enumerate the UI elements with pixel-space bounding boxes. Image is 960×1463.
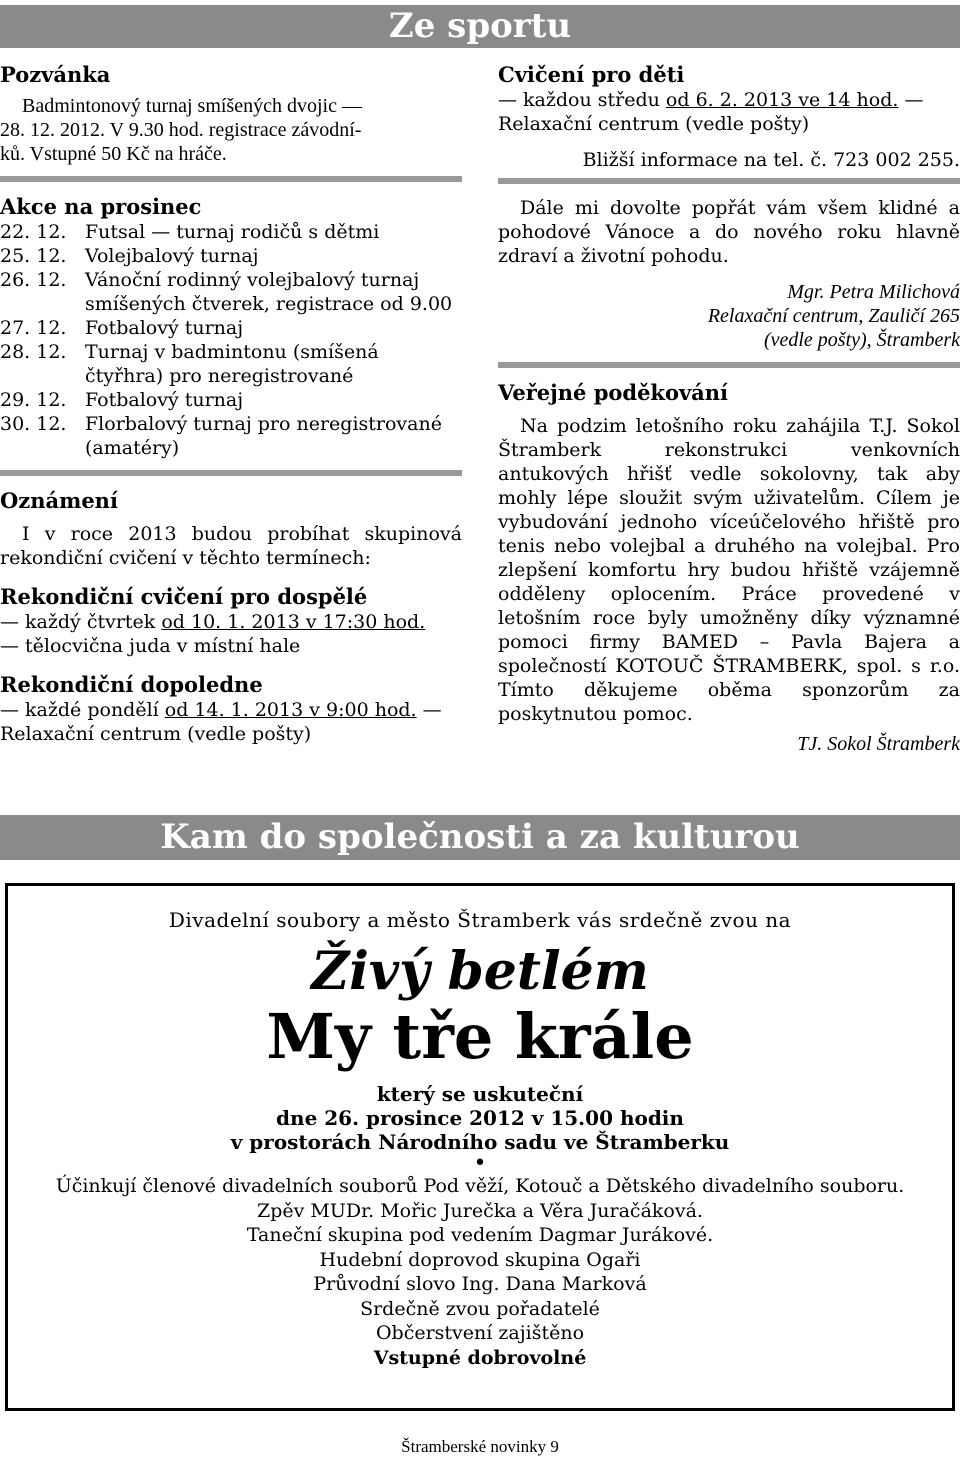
- dospele-date: od 10. 1. 2013 v 17:30 hod.: [161, 611, 426, 633]
- bullet-separator: •: [473, 1151, 487, 1176]
- pozvanka-line-1: Badmintonový turnaj smíšených dvojic —: [22, 95, 362, 117]
- credit-line: Zpěv MUDr. Mořic Jurečka a Věra Juračáková.: [257, 1199, 703, 1222]
- credit-line: Průvodní slovo Ing. Dana Marková: [313, 1273, 647, 1295]
- entry-note: Vstupné dobrovolné: [373, 1346, 587, 1369]
- divider: [498, 178, 960, 184]
- item-text: Vánoční rodinný volejbalový turnaj smíšených čtverek, registrace od 9.00: [85, 269, 453, 315]
- deti-suffix: —: [898, 89, 924, 111]
- pozvanka-heading: Pozvánka: [0, 62, 111, 87]
- dopoledne-prefix: — každé pondělí: [0, 699, 165, 721]
- dopoledne-line-2: Relaxační centrum (vedle pošty): [0, 723, 312, 745]
- event-when-1: který se uskuteční: [376, 1082, 584, 1106]
- right-column: [498, 62, 960, 756]
- item-text: Fotbalový turnaj: [85, 389, 244, 411]
- deti-info: Bližší informace na tel. č. 723 002 255.: [582, 149, 960, 171]
- dospele-line-1: [0, 610, 462, 634]
- item-date: 29. 12.: [0, 389, 67, 411]
- item-date: 25. 12.: [0, 245, 67, 267]
- item-text: Turnaj v badmintonu (smíšená čtyřhra) pro neregistrované: [85, 341, 379, 387]
- culture-section-banner: Kam do společnosti a za kulturou: [0, 815, 960, 860]
- wish-text: Dále mi dovolte popřát vám všem klidné a pohodové Vánoce a do nového roku hlavně zdraví a životní pohodu.: [498, 197, 960, 267]
- list-item: [0, 412, 462, 460]
- list-item: [0, 316, 462, 340]
- left-column: [0, 62, 462, 746]
- divider: [0, 470, 462, 476]
- credit-line: Taneční skupina pod vedením Dagmar Jurákové.: [246, 1224, 714, 1246]
- deti-line-2: Relaxační centrum (vedle pošty): [498, 113, 810, 135]
- akce-heading: Akce na prosinec: [0, 194, 202, 219]
- pozvanka-line-3: ků. Vstupné 50 Kč na hráče.: [0, 143, 227, 165]
- list-item: [0, 220, 462, 244]
- item-text: Fotbalový turnaj: [85, 317, 244, 339]
- event-subtitle: My tře krále: [266, 1000, 694, 1073]
- list-item: [0, 388, 462, 412]
- signature-name: Mgr. Petra Milichová: [787, 281, 960, 303]
- deti-heading: Cvičení pro děti: [498, 62, 685, 87]
- podekovani-heading: Veřejné poděkování: [498, 380, 729, 405]
- dopoledne-date: od 14. 1. 2013 v 9:00 hod.: [164, 699, 417, 721]
- item-date: 30. 12.: [0, 413, 67, 435]
- oznameni-text: I v roce 2013 budou probíhat skupinová rekondiční cvičení v těchto termínech:: [0, 523, 462, 569]
- item-date: 22. 12.: [0, 221, 67, 243]
- event-title: Živý betlém: [311, 941, 649, 1002]
- list-item: [0, 244, 462, 268]
- item-date: 28. 12.: [0, 341, 67, 363]
- akce-list: [0, 220, 462, 460]
- credit-line: Účinkují členové divadelních souborů Pod věží, Kotouč a Dětského divadelního souboru.: [55, 1175, 905, 1197]
- signature-place-1: Relaxační centrum, Zauličí 265: [707, 305, 960, 327]
- credit-line: Občerstvení zajištěno: [375, 1322, 585, 1344]
- invitation-intro: Divadelní soubory a město Štramberk vás srdečně zvou na: [168, 908, 792, 932]
- dopoledne-line-1: [0, 698, 462, 722]
- deti-line-1: [498, 88, 960, 112]
- page-footer: Štramberské novinky 9: [401, 1437, 559, 1456]
- divider: [0, 176, 462, 182]
- list-item: [0, 268, 462, 316]
- dospele-heading: Rekondiční cvičení pro dospělé: [0, 584, 368, 609]
- event-when-2: dne 26. prosince 2012 v 15.00 hodin: [276, 1106, 684, 1130]
- podekovani-signature: TJ. Sokol Štramberk: [797, 733, 960, 755]
- dospele-prefix: — každý čtvrtek: [0, 611, 162, 633]
- item-date: 26. 12.: [0, 269, 67, 291]
- item-text: Volejbalový turnaj: [85, 245, 259, 267]
- dopoledne-heading: Rekondiční dopoledne: [0, 672, 263, 697]
- deti-date: od 6. 2. 2013 ve 14 hod.: [665, 89, 899, 111]
- signature-place-2: (vedle pošty), Štramberk: [763, 329, 960, 351]
- dopoledne-suffix: —: [416, 699, 442, 721]
- podekovani-text: Na podzim letošního roku zahájila T.J. Sokol Štramberk rekonstrukci venkovních antukových hřišť vedle sokolovny, tak aby mohly lépe sloužit svým uživatelům. Cílem je vybudování jednoho víceúčelového hřiště pro tenis nebo volejbal a druhého na volejbal. Pro zlepšení komfortu hry budou hřiště vzájemně odděleny oplocením. Práce provedené v letošním roce byly umožněny díky významné pomoci firmy BAMED – Pavla Bajera a společností KOTOUČ ŠTRAMBERK, spol. s r.o. Tímto děkujeme oběma sponzorům za poskytnutou pomoc.: [498, 415, 960, 725]
- dospele-line-2: — tělocvična juda v místní hale: [0, 635, 301, 657]
- deti-prefix: — každou středu: [498, 89, 666, 111]
- oznameni-heading: Oznámení: [0, 488, 118, 513]
- event-when-3: v prostorách Národního sadu ve Štramberku: [230, 1130, 730, 1154]
- item-date: 27. 12.: [0, 317, 67, 339]
- item-text: Futsal — turnaj rodičů s dětmi: [85, 221, 380, 243]
- divider: [498, 362, 960, 368]
- sport-section-banner: Ze sportu: [0, 5, 960, 48]
- list-item: [0, 340, 462, 388]
- credit-line: Hudební doprovod skupina Ogaři: [319, 1248, 641, 1271]
- invitation-box: [5, 883, 955, 1411]
- credit-line: Srdečně zvou pořadatelé: [360, 1297, 600, 1320]
- pozvanka-line-2: 28. 12. 2012. V 9.30 hod. registrace závodní-: [0, 119, 362, 141]
- item-text: Florbalový turnaj pro neregistrované (amatéry): [85, 413, 442, 459]
